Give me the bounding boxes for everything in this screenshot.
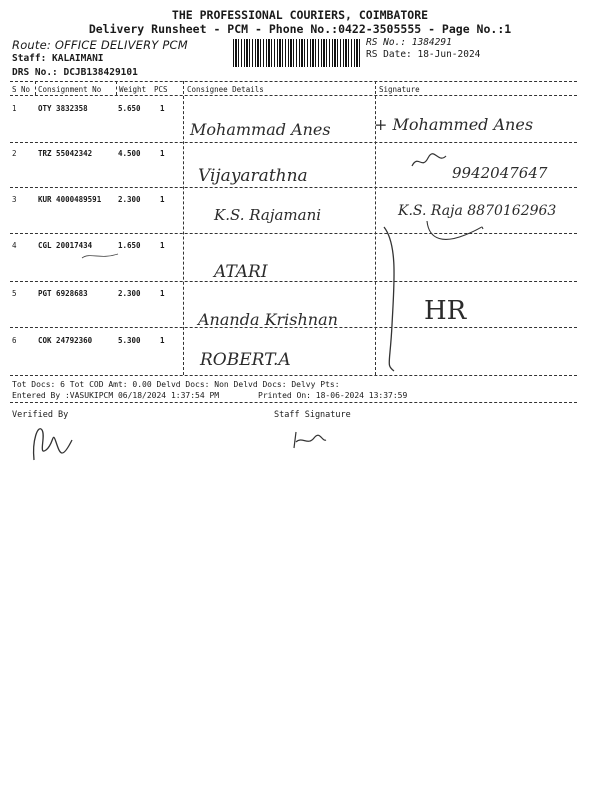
row-consignee-handwritten: ATARI <box>214 262 268 282</box>
staff-signature-label: Staff Signature <box>274 410 351 420</box>
col-header-signature: Signature <box>379 85 420 94</box>
row-signature-handwritten: + Mohammed Anes <box>374 115 534 134</box>
col-header-pcs: PCS <box>154 85 168 94</box>
col-header-consignee: Consignee Details <box>187 85 264 94</box>
row-divider <box>10 281 577 282</box>
staff-signature-image <box>290 428 330 452</box>
company-title: THE PROFESSIONAL COURIERS, COIMBATORE <box>171 8 429 22</box>
row-pcs: 1 <box>160 241 165 250</box>
footer-rule <box>10 402 577 403</box>
row-pcs: 1 <box>160 195 165 204</box>
col-header-sno: S No <box>12 85 31 94</box>
row-sno: 1 <box>12 104 17 113</box>
row-consignment-no: KUR 4000489591 <box>38 195 102 204</box>
row-consignee-handwritten: Mohammad Anes <box>190 120 331 139</box>
rs-number: RS No.: 1384291 <box>366 37 452 48</box>
row-consignee-handwritten: Vijayarathna <box>198 166 308 186</box>
row-weight: 2.300 <box>118 289 141 298</box>
row-consignment-no: TRZ 55042342 <box>38 149 93 158</box>
row-signature-handwritten: 9942047647 <box>452 164 548 182</box>
row-consignment-no: OTY 3832358 <box>38 104 88 113</box>
row-consignee-handwritten: K.S. Rajamani <box>214 206 322 224</box>
col-header-consignment: Consignment No <box>38 85 102 94</box>
row-consignment-no: CGL 20017434 <box>38 241 93 250</box>
column-divider <box>183 81 184 375</box>
pen-mark <box>80 250 120 262</box>
row-divider <box>10 142 577 143</box>
row-pcs: 1 <box>160 289 165 298</box>
entered-by-line: Entered By :VASUKIPCM 06/18/2024 1:37:54 PM <box>12 391 220 400</box>
signature-scribble <box>410 152 450 172</box>
row-pcs: 1 <box>160 336 165 345</box>
column-divider <box>116 81 117 95</box>
table-top-rule <box>10 81 577 82</box>
row-sno: 2 <box>12 149 17 158</box>
runsheet-subtitle: Delivery Runsheet - PCM - Phone No.:0422-3505555 - Page No.:1 <box>88 22 512 36</box>
drs-number: DRS No.: DCJB138429101 <box>12 67 138 78</box>
row-consignee-handwritten: ROBERT.A <box>200 350 291 370</box>
row-consignee-handwritten: Ananda Krishnan <box>198 310 338 329</box>
column-divider <box>35 81 36 95</box>
staff-label: Staff: KALAIMANI <box>12 53 104 64</box>
row-sno: 6 <box>12 336 17 345</box>
verified-by-label: Verified By <box>12 410 69 420</box>
row-pcs: 1 <box>160 149 165 158</box>
row-pcs: 1 <box>160 104 165 113</box>
rs-date: RS Date: 18-Jun-2024 <box>366 49 481 60</box>
row-sno: 4 <box>12 241 17 250</box>
row-weight: 5.300 <box>118 336 141 345</box>
barcode-image <box>233 39 361 67</box>
row-weight: 2.300 <box>118 195 141 204</box>
row-divider <box>10 187 577 188</box>
row-consignment-no: COK 24792360 <box>38 336 93 345</box>
route-label: Route: OFFICE DELIVERY PCM <box>12 38 188 52</box>
verifier-signature-image <box>28 420 78 465</box>
row-signature-handwritten: HR <box>424 296 467 326</box>
row-sno: 5 <box>12 289 17 298</box>
signature-scribble <box>425 215 485 245</box>
printed-on-line: Printed On: 18-06-2024 13:37:59 <box>258 391 408 400</box>
table-bottom-rule <box>10 375 577 376</box>
row-divider <box>10 233 577 234</box>
row-sno: 3 <box>12 195 17 204</box>
totals-line: Tot Docs: 6 Tot COD Amt: 0.00 Delvd Docs: Non Delvd Docs: Delvy Pts: <box>12 380 340 389</box>
header-bottom-rule <box>10 95 577 96</box>
pen-stroke <box>364 225 404 375</box>
row-signature-handwritten: K.S. Raja 8870162963 <box>398 203 557 219</box>
row-weight: 5.650 <box>118 104 141 113</box>
row-consignment-no: PGT 6928683 <box>38 289 88 298</box>
row-weight: 4.500 <box>118 149 141 158</box>
col-header-weight: Weight <box>119 85 147 94</box>
row-weight: 1.650 <box>118 241 141 250</box>
